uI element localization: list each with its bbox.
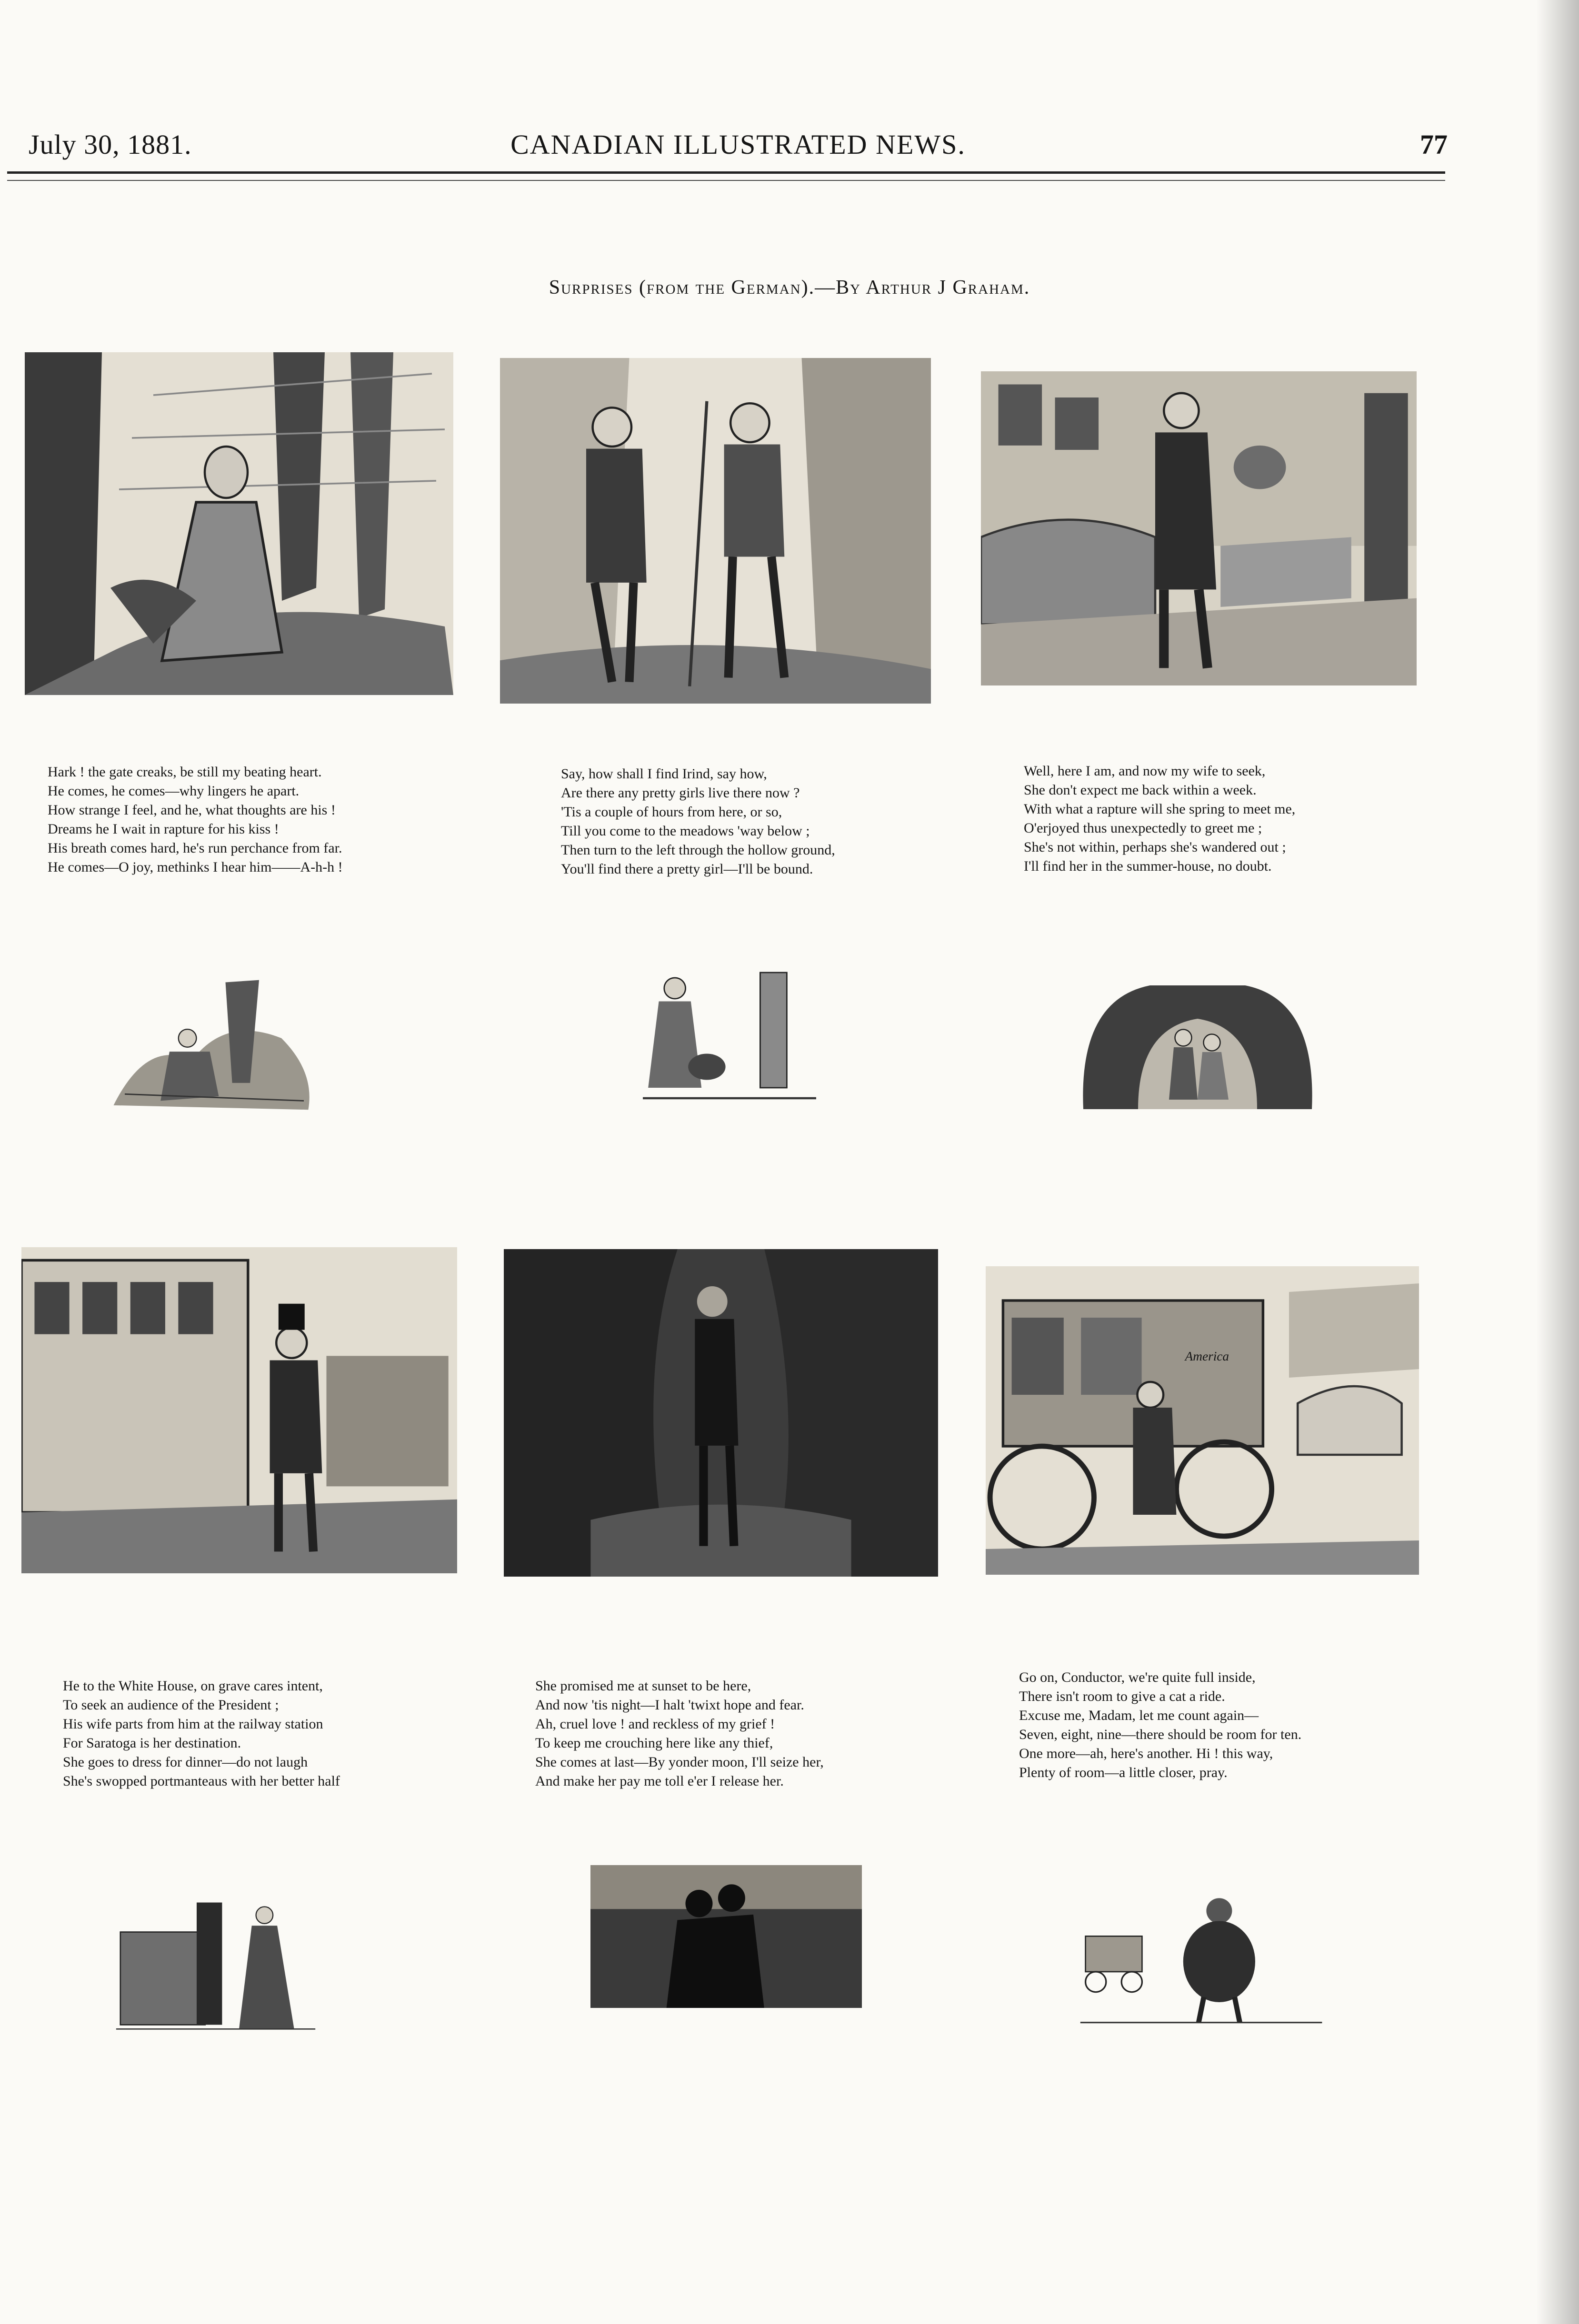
verse-line: Then turn to the left through the hollow ground,	[561, 842, 835, 858]
verse-line: He to the White House, on grave cares intent,	[63, 1678, 323, 1694]
verse-line: You'll find there a pretty girl—I'll be bound.	[561, 861, 813, 877]
verse-line: Plenty of room—a little closer, pray.	[1019, 1765, 1228, 1780]
verse-line: Hark ! the gate creaks, be still my beating heart.	[48, 764, 322, 780]
verse-line: Well, here I am, and now my wife to seek,	[1024, 763, 1266, 779]
illustration-man-in-parlor	[981, 371, 1417, 685]
vignette-girl-at-pump	[590, 957, 856, 1114]
illustration-man-at-railway-car	[21, 1247, 457, 1573]
verse-panel-1	[48, 763, 343, 877]
verse-line: With what a rapture will she spring to meet me,	[1024, 801, 1296, 817]
verse-line: How strange I feel, and he, what thoughts are his !	[48, 802, 336, 818]
verse-line: He comes, he comes—why lingers he apart.	[48, 783, 300, 799]
verse-line: Ah, cruel love ! and reckless of my grief !	[535, 1716, 775, 1732]
vignette-couple-in-summer-house	[1079, 976, 1317, 1114]
newspaper-title: CANADIAN ILLUSTRATED NEWS.	[510, 129, 966, 160]
vignette-woman-in-bushes	[102, 971, 326, 1119]
article-title	[0, 276, 1579, 299]
article-title-word: Surprises	[549, 277, 633, 298]
verse-line: She don't expect me back within a week.	[1024, 782, 1257, 798]
verse-line: He comes—O joy, methinks I hear him——A-h-h !	[48, 859, 343, 875]
vignette-stout-passenger	[1075, 1880, 1332, 2033]
verse-line: 'Tis a couple of hours from here, or so,	[561, 804, 782, 820]
verse-panel-3	[1024, 762, 1295, 876]
verse-line: Dreams he I wait in rapture for his kiss !	[48, 821, 279, 837]
verse-line: To keep me crouching here like any thief,	[535, 1735, 773, 1751]
vignette-dark-silhouettes	[590, 1865, 862, 2008]
verse-line: For Saratoga is her destination.	[63, 1735, 241, 1751]
page-number: 77	[1420, 129, 1448, 160]
verse-line: She's not within, perhaps she's wandered out ;	[1024, 839, 1286, 855]
illustration-two-hikers	[500, 358, 931, 704]
verse-panel-6	[1019, 1668, 1301, 1782]
verse-line: She's swopped portmanteaus with her better half	[63, 1773, 340, 1789]
page-edge-shadow	[1536, 0, 1579, 2324]
issue-date: July 30, 1881.	[29, 129, 192, 160]
coach-lettering: America	[1185, 1349, 1229, 1363]
verse-line: Go on, Conductor, we're quite full inside,	[1019, 1669, 1256, 1685]
illustration-stagecoach	[986, 1266, 1419, 1575]
verse-line: And make her pay me toll e'er I release her.	[535, 1773, 784, 1789]
verse-line: There isn't room to give a cat a ride.	[1019, 1688, 1225, 1704]
verse-line: Are there any pretty girls live there now ?	[561, 785, 800, 801]
verse-line: Seven, eight, nine—there should be room for ten.	[1019, 1727, 1302, 1742]
verse-line: Till you come to the meadows 'way below ;	[561, 823, 810, 839]
verse-panel-4	[63, 1677, 340, 1791]
verse-line: She goes to dress for dinner—do not laugh	[63, 1754, 308, 1770]
verse-line: O'erjoyed thus unexpectedly to greet me ;	[1024, 820, 1262, 836]
illustration-woman-in-forest	[25, 352, 453, 695]
verse-line: And now 'tis night—I halt 'twixt hope and fear.	[535, 1697, 804, 1713]
article-source: (from the German).	[639, 277, 815, 298]
verse-line: Say, how shall I find Irind, say how,	[561, 766, 767, 782]
vignette-woman-opening-trunk	[112, 1890, 324, 2037]
page-header	[29, 129, 1448, 167]
header-rule-thin	[7, 180, 1445, 181]
verse-panel-2	[561, 765, 835, 879]
verse-line: Excuse me, Madam, let me count again—	[1019, 1708, 1259, 1723]
header-rule-thick	[7, 171, 1445, 174]
verse-line: One more—ah, here's another. Hi ! this way,	[1019, 1746, 1273, 1761]
illustration-man-waiting-at-night	[504, 1249, 938, 1577]
verse-panel-5	[535, 1677, 824, 1791]
verse-line: To seek an audience of the President ;	[63, 1697, 279, 1713]
article-byline: —By Arthur J Graham.	[815, 277, 1030, 298]
verse-line: His wife parts from him at the railway station	[63, 1716, 323, 1732]
verse-line: She promised me at sunset to be here,	[535, 1678, 751, 1694]
verse-line: His breath comes hard, he's run perchance from far.	[48, 840, 342, 856]
verse-line: She comes at last—By yonder moon, I'll seize her,	[535, 1754, 824, 1770]
verse-line: I'll find her in the summer-house, no doubt.	[1024, 858, 1272, 874]
